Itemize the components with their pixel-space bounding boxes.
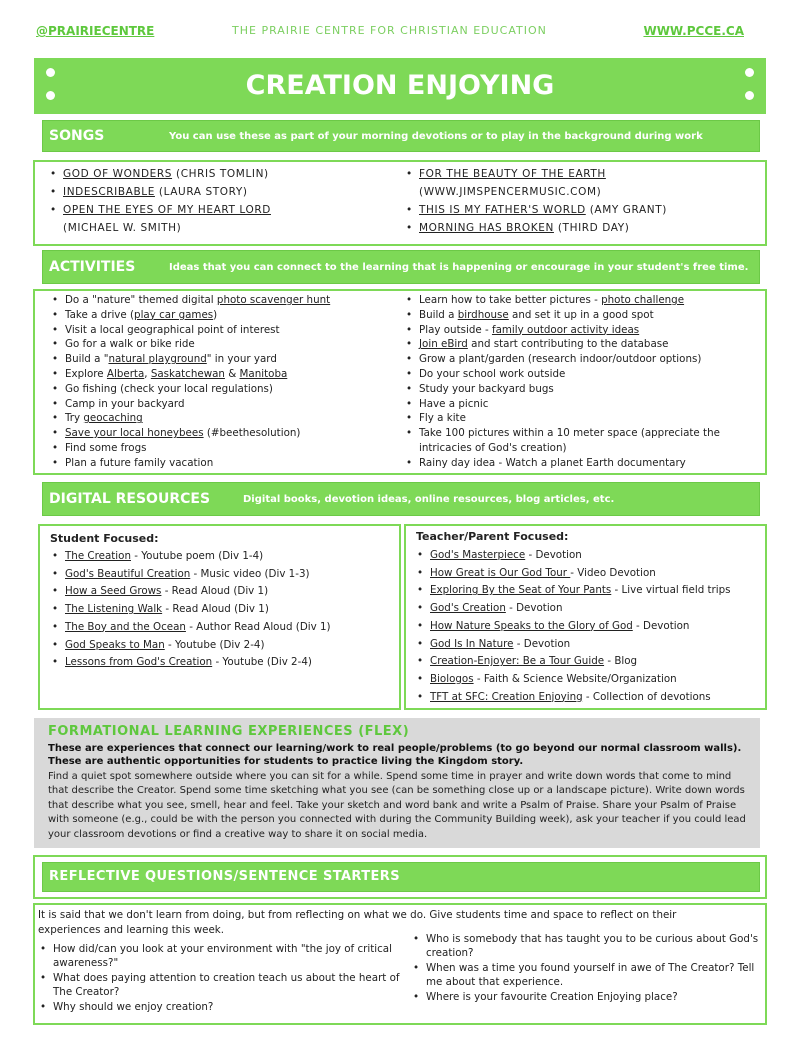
activity-link[interactable]: birdhouse — [457, 308, 509, 321]
activity-link[interactable]: Join eBird — [419, 338, 468, 351]
list-item: • INDESCRIBABLE (LAURA STORY) — [50, 183, 380, 201]
songs-heading: SONGS — [49, 128, 105, 144]
organization-name: THE PRAIRIE CENTRE FOR CHRISTIAN EDUCATION — [232, 24, 547, 37]
list-item: • Biologos - Faith & Science Website/Organization — [417, 671, 762, 689]
list-item: • Visit a local geographical point of interest — [52, 323, 400, 338]
activities-list-left — [52, 293, 400, 471]
title-banner — [34, 58, 766, 114]
flex-body: Find a quiet spot somewhere outside where you can sit for a while. Spend some time in prayer and write down words that come to mind that describe the Creator. Spend some time sketching what you see (can be something close up or a landscape picture). Write down words that describe what you see, smell, hear and feel. Take your sketch and word bank and write a Psalm of Praise. Share your Psalm of Praise with someone (e.g., could be with the person you connected with during the Community Building week), ask your teacher if you could lead your classroom devotions or find a creative way to share it on social media. — [48, 771, 746, 840]
top-header — [36, 24, 744, 40]
resource-link[interactable]: The Listening Walk — [65, 603, 163, 616]
list-item: • How Nature Speaks to the Glory of God - Devotion — [417, 618, 762, 636]
activity-link[interactable]: Manitoba — [239, 367, 288, 380]
list-item: • Where is your favourite Creation Enjoying place? — [413, 990, 763, 1004]
songs-description: You can use these as part of your morning devotions or to play in the background during work — [169, 131, 703, 142]
teacher-resources-list — [417, 547, 762, 706]
student-focused-heading: Student Focused: — [50, 532, 159, 545]
list-item: • Explore Alberta, Saskatchewan & Manitoba — [52, 367, 400, 382]
flex-intro: These are experiences that connect our learning/work to real people/problems (to go beyond our normal classroom walls). These are authentic opportunities for students to practice living the Kingdom story. — [48, 743, 742, 767]
activity-link[interactable]: photo challenge — [601, 294, 685, 306]
list-item: • God's Beautiful Creation - Music video (Div 1-3) — [52, 566, 392, 584]
social-handle-link[interactable]: @PRAIRIECENTRE — [36, 24, 155, 38]
list-item: • OPEN THE EYES OF MY HEART LORD (MICHAEL W. SMITH) — [50, 201, 380, 237]
list-item: • Grow a plant/garden (research indoor/outdoor options) — [406, 352, 756, 367]
song-link[interactable]: GOD OF WONDERS — [63, 168, 173, 180]
digital-section-bar — [42, 482, 760, 516]
list-item: • The Listening Walk - Read Aloud (Div 1) — [52, 601, 392, 619]
list-item: • How a Seed Grows - Read Aloud (Div 1) — [52, 583, 392, 601]
activity-link[interactable]: Save your local honeybees — [65, 427, 204, 440]
resource-link[interactable]: God's Masterpiece — [430, 549, 526, 561]
list-item: • GOD OF WONDERS (CHRIS TOMLIN) — [50, 165, 380, 183]
resource-link[interactable]: How Great is Our God Tour — [430, 566, 571, 579]
song-link[interactable]: INDESCRIBABLE — [63, 186, 155, 198]
list-item: • God's Creation - Devotion — [417, 600, 762, 618]
list-item: • Save your local honeybees (#beethesolution) — [52, 426, 400, 441]
list-item: • Have a picnic — [406, 397, 756, 412]
songs-list-right — [406, 165, 756, 237]
song-link[interactable]: THIS IS MY FATHER'S WORLD — [419, 204, 586, 216]
page-title: CREATION ENJOYING — [245, 70, 555, 101]
resource-link[interactable]: God's Creation — [430, 602, 506, 615]
activity-link[interactable]: play car games — [134, 308, 214, 321]
list-item: • Who is somebody that has taught you to be curious about God's creation? — [413, 932, 763, 960]
activity-link[interactable]: family outdoor activity ideas — [491, 323, 640, 336]
list-item: • FOR THE BEAUTY OF THE EARTH (WWW.JIMSPENCERMUSIC.COM) — [406, 165, 756, 201]
list-item: • Build a birdhouse and set it up in a good spot — [406, 308, 756, 323]
list-item: • The Creation - Youtube poem (Div 1-4) — [52, 548, 392, 566]
reflective-intro: It is said that we don't learn from doing, but from reflecting on what we do. Give students time and space to reflect on their experiences and learning this week. — [38, 909, 677, 936]
activities-heading: ACTIVITIES — [49, 259, 136, 275]
resource-link[interactable]: How a Seed Grows — [65, 585, 162, 598]
song-link[interactable]: OPEN THE EYES OF MY HEART LORD — [63, 204, 271, 216]
list-item: • Camp in your backyard — [52, 397, 400, 412]
list-item: • Go for a walk or bike ride — [52, 337, 400, 352]
resource-link[interactable]: Exploring By the Seat of Your Pants — [430, 584, 612, 597]
resource-link[interactable]: Creation-Enjoyer: Be a Tour Guide — [430, 655, 605, 668]
activity-link[interactable]: photo scavenger hunt — [216, 294, 331, 306]
list-item: • Plan a future family vacation — [52, 456, 400, 471]
resource-link[interactable]: God's Beautiful Creation — [65, 567, 191, 580]
song-link[interactable]: MORNING HAS BROKEN — [419, 222, 554, 234]
resource-link[interactable]: The Boy and the Ocean — [65, 620, 186, 633]
student-resources-list — [52, 548, 392, 672]
resource-link[interactable]: God Speaks to Man — [65, 638, 165, 651]
list-item: • MORNING HAS BROKEN (THIRD DAY) — [406, 219, 756, 237]
website-link[interactable]: WWW.PCCE.CA — [643, 24, 744, 38]
list-item: • Find some frogs — [52, 441, 400, 456]
list-item: • Do a "nature" themed digital photo scavenger hunt — [52, 293, 400, 308]
digital-description: Digital books, devotion ideas, online resources, blog articles, etc. — [243, 494, 615, 505]
digital-heading: DIGITAL RESOURCES — [49, 491, 211, 507]
resource-link[interactable]: Lessons from God's Creation — [65, 656, 213, 669]
activities-section-bar — [42, 250, 760, 284]
list-item: • What does paying attention to creation teach us about the heart of The Creator? — [40, 971, 402, 999]
list-item: • Go fishing (check your local regulations) — [52, 382, 400, 397]
list-item: • Try geocaching — [52, 411, 400, 426]
list-item: • Join eBird and start contributing to the database — [406, 337, 756, 352]
activities-list-right — [406, 293, 756, 471]
activity-link[interactable]: geocaching — [83, 412, 143, 425]
list-item: • God's Masterpiece - Devotion — [417, 547, 762, 565]
list-item: • The Boy and the Ocean - Author Read Aloud (Div 1) — [52, 619, 392, 637]
list-item: • When was a time you found yourself in awe of The Creator? Tell me about that experience. — [413, 961, 763, 989]
songs-list-left — [50, 165, 380, 237]
list-item: • THIS IS MY FATHER'S WORLD (AMY GRANT) — [406, 201, 756, 219]
list-item: • How did/can you look at your environment with "the joy of critical awareness?" — [40, 942, 402, 970]
flex-section — [34, 718, 760, 848]
list-item: • Take 100 pictures within a 10 meter space (appreciate the intricacies of God's creation) — [406, 426, 756, 456]
list-item: • Study your backyard bugs — [406, 382, 756, 397]
resource-link[interactable]: The Creation — [65, 550, 131, 562]
reflective-list-left — [40, 942, 402, 1015]
list-item: • God Speaks to Man - Youtube (Div 2-4) — [52, 637, 392, 655]
list-item: • Learn how to take better pictures - photo challenge — [406, 293, 756, 308]
activities-description: Ideas that you can connect to the learning that is happening or encourage in your student's free time. — [169, 262, 749, 273]
list-item: • How Great is Our God Tour - Video Devotion — [417, 565, 762, 583]
activity-link[interactable]: Alberta — [106, 367, 145, 380]
list-item: • Creation-Enjoyer: Be a Tour Guide - Blog — [417, 653, 762, 671]
activity-link[interactable]: natural playground — [108, 353, 207, 366]
activity-link[interactable]: Saskatchewan — [150, 367, 225, 380]
songs-section-bar — [42, 120, 760, 152]
list-item: • Fly a kite — [406, 411, 756, 426]
resource-link[interactable]: Biologos — [430, 672, 474, 685]
resource-link[interactable]: God Is In Nature — [430, 637, 514, 650]
teacher-focused-heading: Teacher/Parent Focused: — [416, 530, 569, 543]
list-item: • Play outside - family outdoor activity ideas — [406, 323, 756, 338]
resource-link[interactable]: How Nature Speaks to the Glory of God — [430, 619, 633, 632]
list-item: • Build a "natural playground" in your yard — [52, 352, 400, 367]
list-item: • Exploring By the Seat of Your Pants - Live virtual field trips — [417, 582, 762, 600]
list-item: • TFT at SFC: Creation Enjoying - Collection of devotions — [417, 689, 762, 707]
list-item: • Why should we enjoy creation? — [40, 1000, 402, 1014]
list-item: • Take a drive (play car games) — [52, 308, 400, 323]
reflective-heading: REFLECTIVE QUESTIONS/SENTENCE STARTERS — [49, 869, 400, 884]
list-item: • Do your school work outside — [406, 367, 756, 382]
reflective-list-right — [413, 932, 763, 1005]
list-item: • God Is In Nature - Devotion — [417, 636, 762, 654]
song-link[interactable]: FOR THE BEAUTY OF THE EARTH — [419, 168, 606, 180]
reflective-section-bar — [42, 862, 760, 892]
list-item: • Lessons from God's Creation - Youtube (Div 2-4) — [52, 654, 392, 672]
resource-link[interactable]: TFT at SFC: Creation Enjoying — [430, 690, 583, 703]
list-item: • Rainy day idea - Watch a planet Earth documentary — [406, 456, 756, 471]
flex-heading: FORMATIONAL LEARNING EXPERIENCES (FLEX) — [48, 724, 410, 739]
